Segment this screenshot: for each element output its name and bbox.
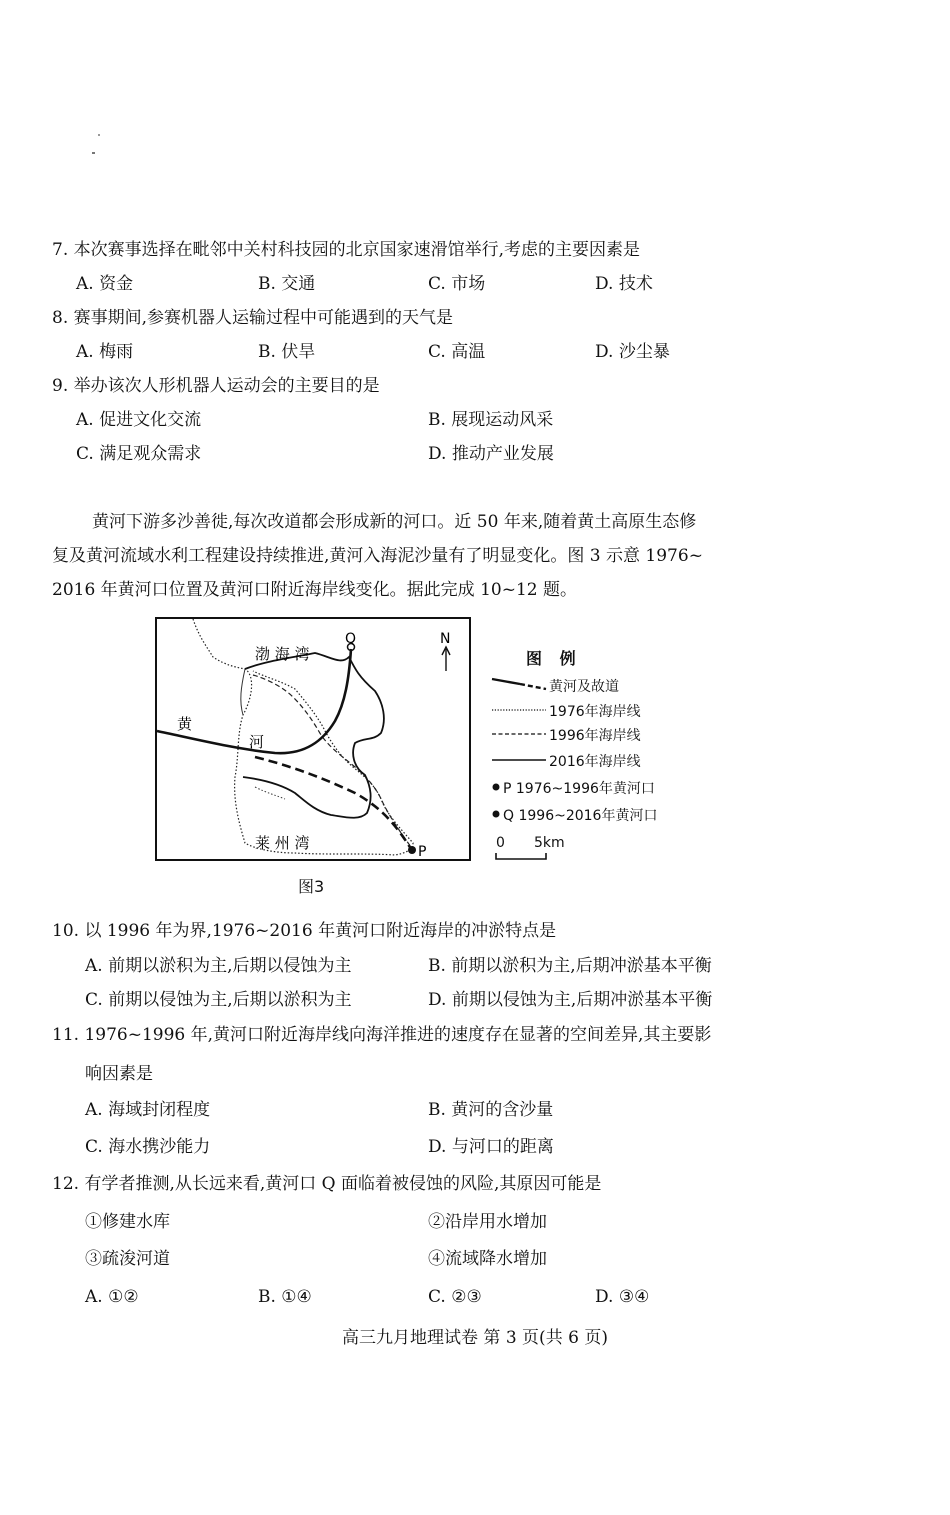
legend-river: 黄河及故道	[549, 679, 619, 695]
yellow-river-delta-map	[155, 617, 471, 861]
q9-option-c: C. 满足观众需求	[76, 444, 202, 464]
label-north: N	[440, 631, 451, 647]
legend-1996: 1996年海岸线	[549, 728, 641, 744]
q9-option-d: D. 推动产业发展	[428, 444, 554, 464]
scale-km: 5km	[534, 835, 565, 851]
q11-option-a: A. 海域封闭程度	[85, 1100, 211, 1120]
q12-option-d: D. ③④	[595, 1287, 650, 1307]
q8-option-c: C. 高温	[428, 342, 486, 362]
label-point-q: Q	[345, 631, 357, 647]
legend-old-channel-symbol	[520, 684, 546, 689]
page-footer: 高三九月地理试卷 第 3 页(共 6 页)	[342, 1328, 608, 1348]
legend-point-q: Q 1996~2016年黄河口	[503, 808, 658, 824]
q12-option-b: B. ①④	[258, 1287, 312, 1307]
legend-1976: 1976年海岸线	[549, 704, 641, 720]
q10-option-b: B. 前期以淤积为主,后期冲淤基本平衡	[428, 956, 712, 976]
legend-title: 图 例	[526, 649, 582, 668]
q10-option-a: A. 前期以淤积为主,后期以侵蚀为主	[85, 956, 352, 976]
q10-option-c: C. 前期以侵蚀为主,后期以淤积为主	[85, 990, 352, 1010]
legend-q-dot-icon	[493, 811, 500, 818]
scan-speck	[92, 152, 95, 154]
q11-stem: 11. 1976~1996 年,黄河口附近海岸线向海洋推进的速度存在显著的空间差异,其主要影	[52, 1025, 712, 1045]
q10-stem: 10. 以 1996 年为界,1976~2016 年黄河口附近海岸的冲淤特点是	[52, 921, 557, 941]
q8-option-d: D. 沙尘暴	[595, 342, 670, 362]
scale-bar	[494, 852, 550, 862]
label-bohai-bay: 渤 海 湾	[255, 645, 310, 663]
scan-speck	[98, 134, 100, 136]
q7-option-b: B. 交通	[258, 274, 316, 294]
figure-caption: 图3	[298, 877, 325, 896]
q10-option-d: D. 前期以侵蚀为主,后期冲淤基本平衡	[428, 990, 713, 1010]
point-p-marker	[408, 846, 416, 854]
q7-stem: 7. 本次赛事选择在毗邻中关村科技园的北京国家速滑馆举行,考虑的主要因素是	[52, 240, 641, 260]
legend-2016: 2016年海岸线	[549, 754, 641, 770]
q9-option-b: B. 展现运动风采	[428, 410, 554, 430]
q12-item-2: ②沿岸用水增加	[428, 1212, 547, 1232]
q11-stem-cont: 响因素是	[85, 1064, 153, 1084]
label-laizhou-bay: 莱 州 湾	[255, 834, 310, 852]
q7-option-d: D. 技术	[595, 274, 653, 294]
q12-option-a: A. ①②	[85, 1287, 139, 1307]
q11-option-c: C. 海水携沙能力	[85, 1137, 211, 1157]
q11-option-b: B. 黄河的含沙量	[428, 1100, 554, 1120]
legend-river-symbol	[492, 679, 520, 684]
label-huang: 黄	[177, 715, 193, 733]
q12-stem: 12. 有学者推测,从长远来看,黄河口 Q 面临着被侵蚀的风险,其原因可能是	[52, 1174, 602, 1194]
scale-zero: 0	[496, 835, 505, 851]
q12-option-c: C. ②③	[428, 1287, 482, 1307]
q12-item-3: ③疏浚河道	[85, 1249, 170, 1269]
q9-option-a: A. 促进文化交流	[76, 410, 202, 430]
q12-item-1: ①修建水库	[85, 1212, 170, 1232]
q11-option-d: D. 与河口的距离	[428, 1137, 554, 1157]
q8-option-b: B. 伏旱	[258, 342, 316, 362]
label-he: 河	[249, 733, 265, 751]
passage-line-3: 2016 年黄河口位置及黄河口附近海岸线变化。据此完成 10~12 题。	[52, 580, 577, 600]
q8-stem: 8. 赛事期间,参赛机器人运输过程中可能遇到的天气是	[52, 308, 454, 328]
passage-line-1: 黄河下游多沙善徙,每次改道都会形成新的河口。近 50 年来,随着黄土高原生态修	[92, 512, 697, 532]
label-point-p: P	[418, 844, 427, 860]
q12-item-4: ④流域降水增加	[428, 1249, 547, 1269]
legend-p-dot-icon	[493, 784, 500, 791]
q8-option-a: A. 梅雨	[76, 342, 134, 362]
q9-stem: 9. 举办该次人形机器人运动会的主要目的是	[52, 376, 380, 396]
legend-point-p: P 1976~1996年黄河口	[503, 781, 655, 797]
q7-option-a: A. 资金	[76, 274, 134, 294]
passage-line-2: 复及黄河流域水利工程建设持续推进,黄河入海泥沙量有了明显变化。图 3 示意 1976~	[52, 546, 703, 566]
q7-option-c: C. 市场	[428, 274, 486, 294]
